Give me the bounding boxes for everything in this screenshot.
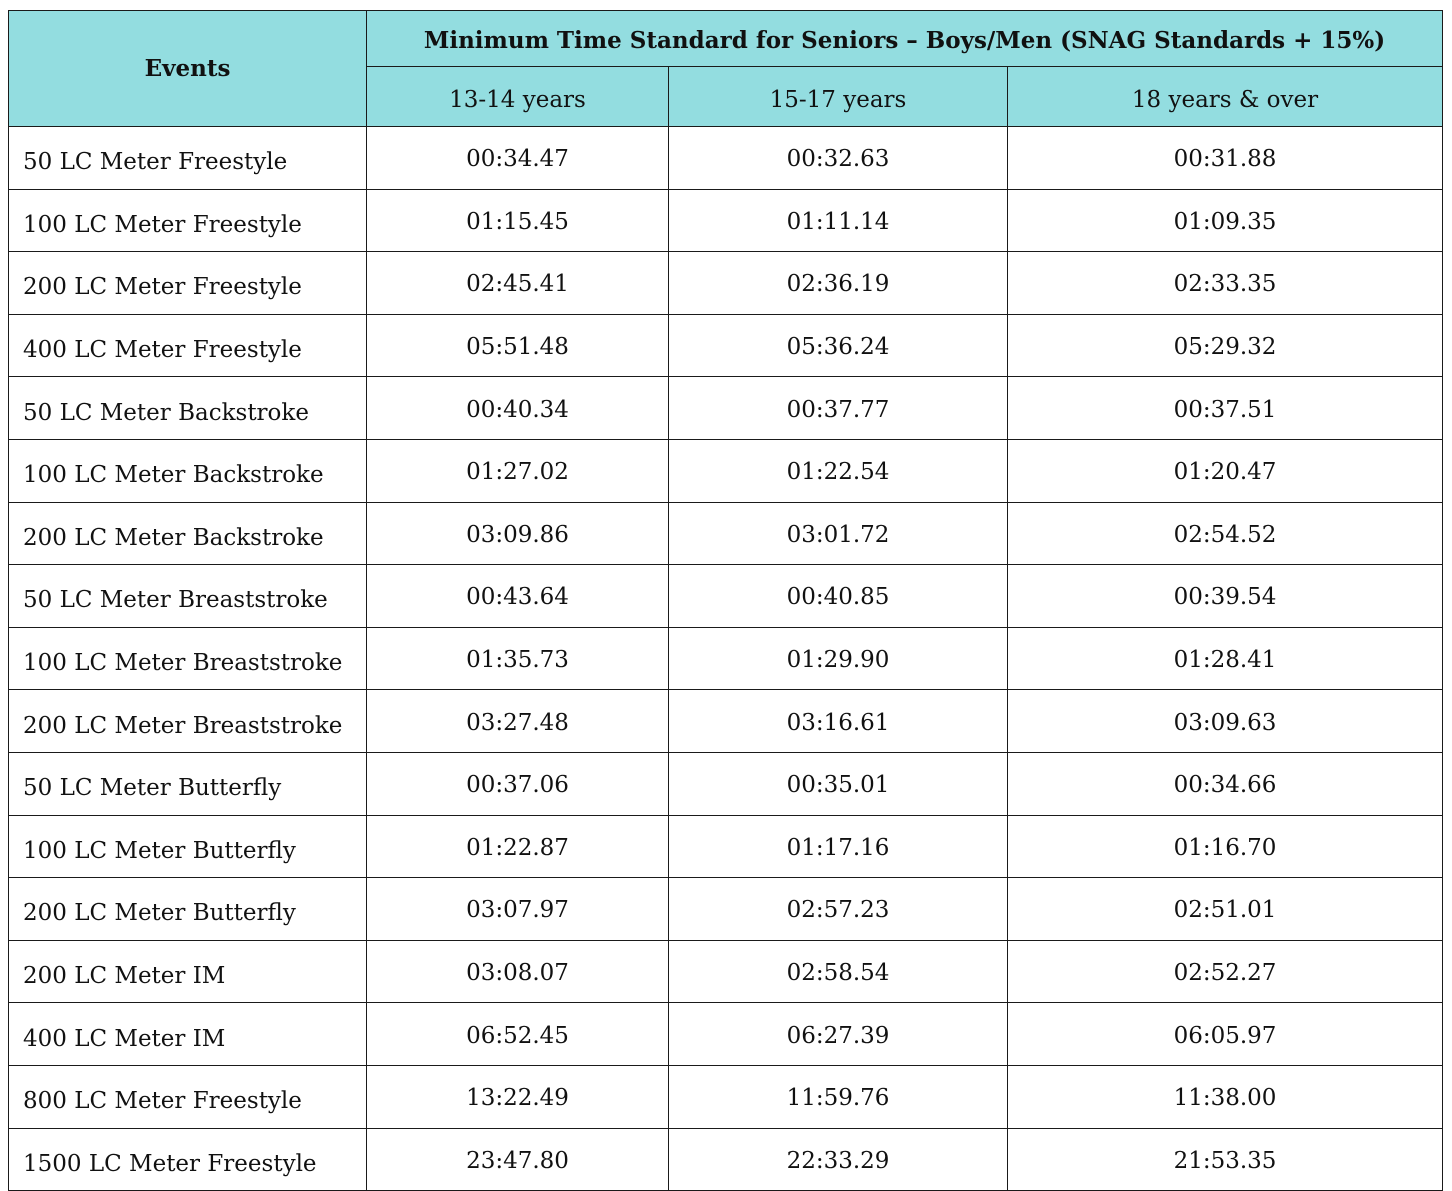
table-row xyxy=(9,878,1443,941)
event-name-cell: 1500 LC Meter Freestyle xyxy=(9,1128,367,1191)
time-13-14-cell: 01:35.73 xyxy=(367,627,669,690)
table-row xyxy=(9,940,1443,1003)
event-name-cell: 50 LC Meter Breaststroke xyxy=(9,565,367,628)
time-13-14-cell: 05:51.48 xyxy=(367,314,669,377)
age-header-18-over: 18 years & over xyxy=(1008,67,1443,127)
time-13-14-cell: 01:27.02 xyxy=(367,439,669,502)
event-name-cell: 800 LC Meter Freestyle xyxy=(9,1065,367,1128)
time-18-over-cell: 03:09.63 xyxy=(1008,690,1443,753)
event-name-cell: 100 LC Meter Freestyle xyxy=(9,189,367,252)
table-row xyxy=(9,1065,1443,1128)
time-13-14-cell: 06:52.45 xyxy=(367,1003,669,1066)
age-header-15-17: 15-17 years xyxy=(669,67,1008,127)
event-name-cell: 100 LC Meter Butterfly xyxy=(9,815,367,878)
time-15-17-cell: 01:11.14 xyxy=(669,189,1008,252)
time-15-17-cell: 00:32.63 xyxy=(669,127,1008,190)
time-15-17-cell: 05:36.24 xyxy=(669,314,1008,377)
time-15-17-cell: 02:57.23 xyxy=(669,878,1008,941)
event-name-cell: 200 LC Meter Backstroke xyxy=(9,502,367,565)
table-row xyxy=(9,1003,1443,1066)
table-row xyxy=(9,627,1443,690)
time-standards-table-container xyxy=(8,10,1443,1191)
table-row xyxy=(9,189,1443,252)
time-15-17-cell: 11:59.76 xyxy=(669,1065,1008,1128)
time-13-14-cell: 00:34.47 xyxy=(367,127,669,190)
time-13-14-cell: 03:07.97 xyxy=(367,878,669,941)
time-18-over-cell: 01:20.47 xyxy=(1008,439,1443,502)
time-18-over-cell: 00:31.88 xyxy=(1008,127,1443,190)
event-name-cell: 50 LC Meter Freestyle xyxy=(9,127,367,190)
time-13-14-cell: 23:47.80 xyxy=(367,1128,669,1191)
events-column-header: Events xyxy=(9,11,367,127)
time-13-14-cell: 03:08.07 xyxy=(367,940,669,1003)
event-name-cell: 200 LC Meter Breaststroke xyxy=(9,690,367,753)
table-row xyxy=(9,377,1443,440)
time-13-14-cell: 02:45.41 xyxy=(367,252,669,315)
event-name-cell: 400 LC Meter IM xyxy=(9,1003,367,1066)
event-name-cell: 200 LC Meter IM xyxy=(9,940,367,1003)
table-row xyxy=(9,690,1443,753)
standard-group-header: Minimum Time Standard for Seniors – Boys/Men (SNAG Standards + 15%) xyxy=(367,11,1443,67)
time-18-over-cell: 01:16.70 xyxy=(1008,815,1443,878)
table-row xyxy=(9,752,1443,815)
time-18-over-cell: 06:05.97 xyxy=(1008,1003,1443,1066)
time-18-over-cell: 00:39.54 xyxy=(1008,565,1443,628)
time-13-14-cell: 00:40.34 xyxy=(367,377,669,440)
table-row xyxy=(9,815,1443,878)
time-15-17-cell: 01:17.16 xyxy=(669,815,1008,878)
time-15-17-cell: 01:29.90 xyxy=(669,627,1008,690)
time-13-14-cell: 01:15.45 xyxy=(367,189,669,252)
event-name-cell: 200 LC Meter Butterfly xyxy=(9,878,367,941)
time-15-17-cell: 03:01.72 xyxy=(669,502,1008,565)
event-name-cell: 200 LC Meter Freestyle xyxy=(9,252,367,315)
time-15-17-cell: 22:33.29 xyxy=(669,1128,1008,1191)
table-row xyxy=(9,314,1443,377)
table-row xyxy=(9,565,1443,628)
table-header xyxy=(9,11,1443,127)
table-body xyxy=(9,127,1443,1191)
time-15-17-cell: 06:27.39 xyxy=(669,1003,1008,1066)
time-13-14-cell: 01:22.87 xyxy=(367,815,669,878)
event-name-cell: 100 LC Meter Backstroke xyxy=(9,439,367,502)
time-15-17-cell: 02:58.54 xyxy=(669,940,1008,1003)
time-18-over-cell: 02:33.35 xyxy=(1008,252,1443,315)
age-header-13-14: 13-14 years xyxy=(367,67,669,127)
time-13-14-cell: 03:09.86 xyxy=(367,502,669,565)
event-name-cell: 100 LC Meter Breaststroke xyxy=(9,627,367,690)
table-row xyxy=(9,439,1443,502)
time-18-over-cell: 00:34.66 xyxy=(1008,752,1443,815)
time-15-17-cell: 00:37.77 xyxy=(669,377,1008,440)
time-18-over-cell: 05:29.32 xyxy=(1008,314,1443,377)
time-18-over-cell: 02:54.52 xyxy=(1008,502,1443,565)
table-row xyxy=(9,502,1443,565)
time-13-14-cell: 00:37.06 xyxy=(367,752,669,815)
time-18-over-cell: 21:53.35 xyxy=(1008,1128,1443,1191)
time-15-17-cell: 03:16.61 xyxy=(669,690,1008,753)
time-15-17-cell: 01:22.54 xyxy=(669,439,1008,502)
event-name-cell: 50 LC Meter Butterfly xyxy=(9,752,367,815)
event-name-cell: 400 LC Meter Freestyle xyxy=(9,314,367,377)
header-row-group xyxy=(9,11,1443,67)
table-row xyxy=(9,1128,1443,1191)
time-13-14-cell: 13:22.49 xyxy=(367,1065,669,1128)
time-15-17-cell: 00:40.85 xyxy=(669,565,1008,628)
time-18-over-cell: 01:09.35 xyxy=(1008,189,1443,252)
event-name-cell: 50 LC Meter Backstroke xyxy=(9,377,367,440)
time-15-17-cell: 02:36.19 xyxy=(669,252,1008,315)
time-18-over-cell: 02:52.27 xyxy=(1008,940,1443,1003)
time-13-14-cell: 00:43.64 xyxy=(367,565,669,628)
table-row xyxy=(9,127,1443,190)
table-row xyxy=(9,252,1443,315)
time-18-over-cell: 02:51.01 xyxy=(1008,878,1443,941)
time-13-14-cell: 03:27.48 xyxy=(367,690,669,753)
time-18-over-cell: 00:37.51 xyxy=(1008,377,1443,440)
time-standards-table xyxy=(8,10,1443,1191)
time-18-over-cell: 11:38.00 xyxy=(1008,1065,1443,1128)
time-18-over-cell: 01:28.41 xyxy=(1008,627,1443,690)
time-15-17-cell: 00:35.01 xyxy=(669,752,1008,815)
